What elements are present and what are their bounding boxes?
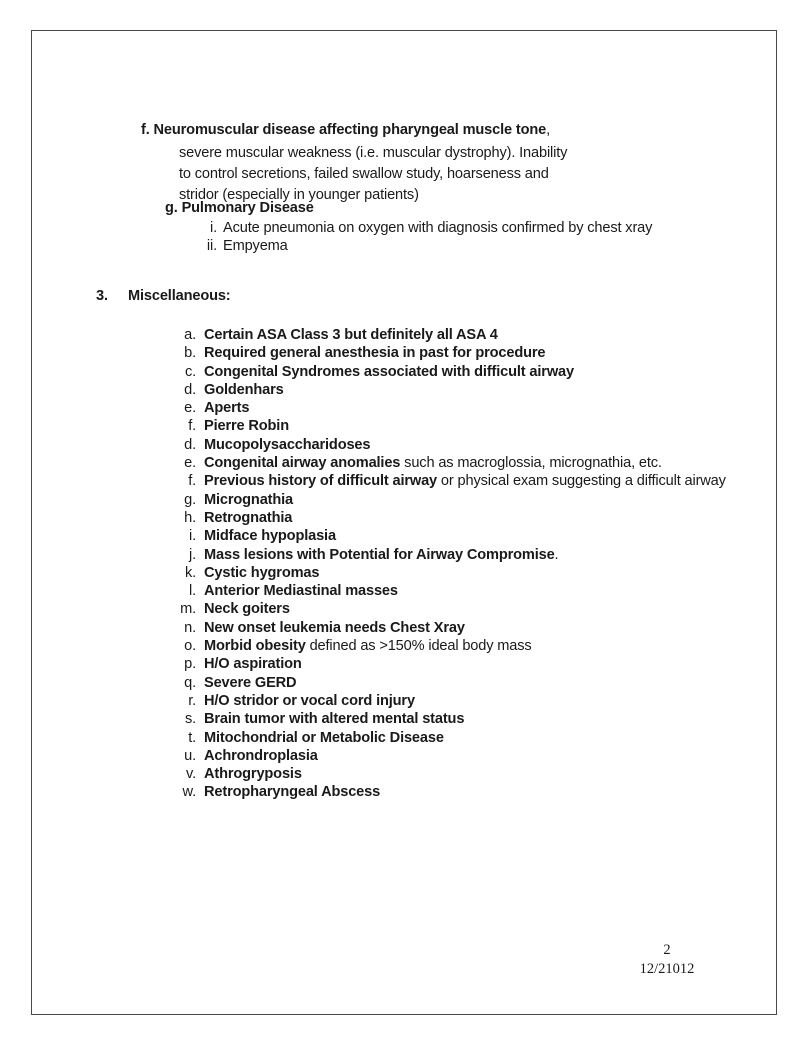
- page-sheet: [31, 30, 777, 1015]
- list-item-marker: p.: [184, 656, 196, 673]
- list-item-marker: e.: [184, 400, 196, 417]
- list-item-detail: defined as >150% ideal body mass: [305, 638, 532, 655]
- list-item-emphasis: Neck goiters: [204, 601, 290, 618]
- list-item-text: [204, 417, 766, 435]
- list-item-detail: such as macroglossia, micrognathia, etc.: [400, 455, 662, 472]
- list-item: [166, 747, 766, 765]
- page-content-area: [32, 31, 778, 1016]
- list-item-marker: v.: [186, 766, 196, 783]
- list-item-text: [204, 381, 766, 399]
- list-item-marker: m.: [180, 601, 196, 618]
- list-item: [166, 582, 766, 600]
- footer-page-number: 2: [663, 942, 671, 958]
- list-item-marker: s.: [184, 711, 196, 728]
- list-item: [166, 509, 766, 527]
- list-item-emphasis: Achrondroplasia: [204, 747, 318, 764]
- list-item-text: [204, 326, 766, 344]
- list-item-emphasis: Brain tumor with altered mental status: [204, 711, 465, 728]
- list-item: [166, 783, 766, 801]
- list-item-marker: f.: [188, 418, 196, 435]
- list-item-emphasis: Previous history of difficult airway: [204, 473, 438, 490]
- list-item-marker: b.: [184, 345, 196, 362]
- list-item: [166, 344, 766, 362]
- outline-item-f: [141, 121, 550, 139]
- list-item-text: [204, 344, 766, 362]
- list-item-text: [204, 710, 766, 728]
- list-item-emphasis: Aperts: [204, 400, 250, 417]
- list-item-text: [204, 491, 766, 509]
- list-item-text: [204, 582, 766, 600]
- list-item-emphasis: Required general anesthesia in past for procedure: [204, 345, 546, 362]
- list-item-emphasis: Retrognathia: [204, 509, 293, 526]
- list-item-text: [204, 527, 766, 545]
- list-item-emphasis: Certain ASA Class 3 but definitely all ASA 4: [204, 327, 498, 343]
- list-item-emphasis: Mitochondrial or Metabolic Disease: [204, 729, 444, 746]
- list-item-emphasis: Mucopolysaccharidoses: [204, 436, 371, 453]
- list-item-emphasis: H/O stridor or vocal cord injury: [204, 692, 415, 709]
- list-item-text: [204, 546, 766, 564]
- outline-subitem-ii-marker: ii.: [206, 238, 217, 254]
- list-item-marker: u.: [184, 747, 196, 764]
- list-item-marker: c.: [184, 363, 196, 380]
- list-item-marker: g.: [184, 491, 196, 508]
- list-item-emphasis: Anterior Mediastinal masses: [204, 583, 398, 600]
- list-item-text: [204, 619, 766, 637]
- list-item-emphasis: Athrogryposis: [204, 766, 302, 783]
- footer-date: 12/21012: [639, 961, 695, 977]
- list-item: [166, 710, 766, 728]
- outline-item-f-continuation-2: to control secretions, failed swallow study, hoarseness and: [179, 166, 549, 182]
- list-item-text: [204, 509, 766, 527]
- outline-subitem-i-marker: i.: [210, 220, 217, 236]
- list-item-marker: r.: [188, 692, 196, 709]
- list-item-text: [204, 655, 766, 673]
- list-item-emphasis: Mass lesions with Potential for Airway Compromise: [204, 546, 555, 563]
- list-item: [166, 546, 766, 564]
- outline-subitem-ii-text: Empyema: [223, 238, 288, 254]
- list-item: [166, 692, 766, 710]
- list-item: [166, 326, 766, 344]
- list-item-emphasis: H/O aspiration: [204, 656, 302, 673]
- list-item-emphasis: Midface hypoplasia: [204, 528, 336, 545]
- list-item-text: [204, 747, 766, 765]
- list-item: [166, 637, 766, 655]
- list-item-emphasis: Severe GERD: [204, 674, 297, 691]
- outline-item-f-continuation-1: severe muscular weakness (i.e. muscular dystrophy). Inability: [179, 145, 568, 161]
- list-item-text: [204, 600, 766, 618]
- list-item-emphasis: New onset leukemia needs Chest Xray: [204, 619, 465, 636]
- list-item-marker: i.: [189, 528, 196, 545]
- list-item-emphasis: Congenital airway anomalies: [204, 455, 401, 472]
- outline-subitem-i-text: Acute pneumonia on oxygen with diagnosis confirmed by chest xray: [223, 220, 653, 236]
- list-item: [166, 729, 766, 747]
- outline-item-f-marker: f.: [141, 122, 150, 138]
- outline-item-g: [165, 199, 314, 217]
- list-item: [166, 674, 766, 692]
- list-item-emphasis: Retropharyngeal Abscess: [204, 784, 381, 801]
- list-item: [166, 619, 766, 637]
- list-item: [166, 527, 766, 545]
- list-item-emphasis: Cystic hygromas: [204, 564, 320, 581]
- list-item-emphasis: Morbid obesity: [204, 638, 306, 655]
- miscellaneous-list: [166, 326, 766, 802]
- list-item: [166, 564, 766, 582]
- list-item-marker: n.: [184, 619, 196, 636]
- list-item-marker: f.: [188, 473, 196, 490]
- list-item: [166, 765, 766, 783]
- list-item-marker: l.: [189, 583, 196, 600]
- list-item: [166, 436, 766, 454]
- list-item-text: [204, 765, 766, 783]
- list-item-emphasis: Congenital Syndromes associated with difficult airway: [204, 363, 574, 380]
- list-item-marker: d.: [184, 436, 196, 453]
- list-item-emphasis: Goldenhars: [204, 381, 284, 398]
- list-item: [166, 417, 766, 435]
- list-item-marker: t.: [188, 729, 196, 746]
- list-item-marker: d.: [184, 381, 196, 398]
- list-item-text: [204, 454, 766, 472]
- list-item-text: [204, 783, 766, 801]
- outline-item-g-text: Pulmonary Disease: [181, 200, 314, 216]
- page-footer: [592, 941, 742, 979]
- list-item-text: [204, 399, 766, 417]
- outline-item-f-tail: ,: [546, 122, 550, 138]
- list-item-text: [204, 729, 766, 747]
- list-item-detail: .: [554, 546, 559, 563]
- list-item: [166, 491, 766, 509]
- list-item-text: [204, 472, 766, 490]
- section-heading-title: Miscellaneous:: [128, 288, 231, 304]
- list-item-text: [204, 436, 766, 454]
- list-item-marker: a.: [184, 327, 196, 343]
- outline-item-g-marker: g.: [165, 200, 178, 216]
- list-item: [166, 472, 766, 490]
- list-item: [166, 454, 766, 472]
- list-item-text: [204, 363, 766, 381]
- list-item-marker: e.: [184, 455, 196, 472]
- list-item-marker: j.: [189, 546, 196, 563]
- list-item-marker: w.: [182, 784, 196, 801]
- section-heading-miscellaneous: [96, 288, 231, 304]
- outline-item-f-continuation-3: stridor (especially in younger patients): [179, 187, 419, 203]
- list-item-text: [204, 564, 766, 582]
- list-item: [166, 381, 766, 399]
- list-item-text: [204, 692, 766, 710]
- list-item-text: [204, 674, 766, 692]
- section-heading-number: 3.: [96, 288, 108, 304]
- list-item: [166, 600, 766, 618]
- list-item-emphasis: Pierre Robin: [204, 418, 289, 435]
- list-item-marker: q.: [184, 674, 196, 691]
- list-item-marker: k.: [184, 564, 196, 581]
- list-item: [166, 399, 766, 417]
- list-item-text: [204, 637, 766, 655]
- list-item: [166, 655, 766, 673]
- list-item: [166, 363, 766, 381]
- list-item-emphasis: Micrognathia: [204, 491, 294, 508]
- list-item-marker: h.: [184, 509, 196, 526]
- outline-item-f-text: Neuromuscular disease affecting pharyngeal muscle tone: [153, 122, 547, 138]
- list-item-marker: o.: [184, 638, 196, 655]
- list-item-detail: or physical exam suggesting a difficult airway: [437, 473, 726, 490]
